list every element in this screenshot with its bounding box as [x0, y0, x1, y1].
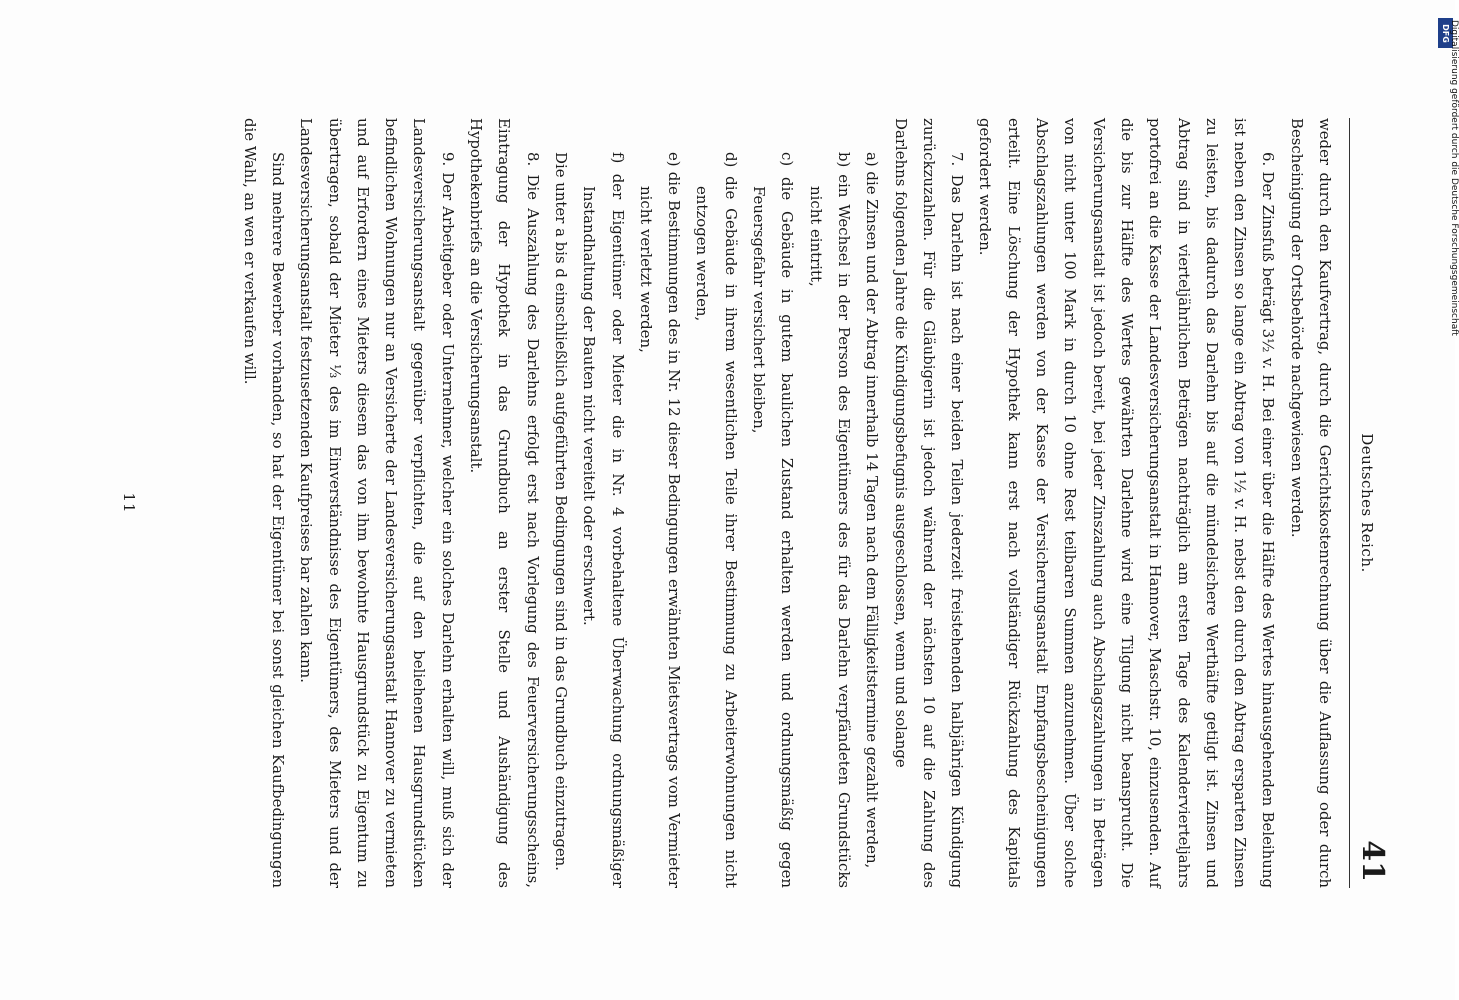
running-title: Deutsches Reich.: [1358, 433, 1376, 573]
digitization-credit: [1434, 20, 1459, 980]
list-item: b) ein Wechsel in der Person des Eigentümers des für das Darlehn verpfändeten Grundstücks nicht eintritt,: [806, 152, 853, 888]
rotated-text-block: [120, 118, 1390, 888]
paragraph: 8. Die Auszahlung des Darlehns erfolgt erst nach Vorlegung des Feuerversicherungsscheins, Eintragung der Hypothek in das Grundbuch an erster Stelle und Aushändigung des Hypothekenbriefs an die Versicherungsanstalt.: [467, 118, 542, 888]
credit-text: Digitalisierung gefördert durch die Deutsche Forschungsgemeinschaft: [1449, 20, 1459, 336]
paragraph: 7. Das Darlehn ist nach einer beiden Teilen jederzeit freistehenden halbjährigen Kündigung zurückzuzahlen. Für die Gläubigerin ist jedoch während der nächsten 10 auf die Zahlung des Darlehns folgenden Jahre die Kündigungsbefugnis ausgeschlossen, wenn und solange: [891, 118, 967, 888]
paragraph: Die unter a bis d einschließlich aufgeführten Bedingungen sind in das Grundbuch einzutragen.: [551, 152, 570, 871]
paragraph: 6. Der Zinsfuß beträgt 3½ v. H. Bei einer über die Hälfte des Wertes hinausgehenden Beleihung ist neben den Zinsen so lange ein Abtrag von 1½ v. H. nebst den durch den Abtrag ersparten Zinsen zu leisten, bis dadurch das Darlehn bis auf die mündelsichere Werthälfte getilgt ist. Zinsen und Abtrag sind in vierteljährlichen Beträgen nachträglich am ersten Tage des Kalendervierteljahrs portofrei an die Kasse der Landesversicherungsanstalt in Hannover, Maschstr. 10, einzusenden. Auf die bis zur Hälfte des Wertes gewährten Darlehne wird eine Tilgung nicht beansprucht. Die Versicherungsanstalt ist jedoch bereit, bei jeder Zinszahlung auch Abschlagszahlungen in Beträgen von nicht unter 100 Mark in durch 10 ohne Rest teilbaren Summen anzunehmen. Über solche Abschlagszahlungen werden von der Kasse der Versicherungsanstalt Empfangsbescheinigungen erteilt. Eine Löschung der Hypothek kann erst nach vollständiger Rückzahlung des Kapitals gefordert werden.: [976, 118, 1278, 888]
list-item: e) die Bestimmungen des in Nr. 12 dieser Bedingungen erwähnten Mietsvertrags vom Vermieter nicht verletzt werden,: [636, 152, 684, 888]
signature-mark: 11: [120, 492, 138, 514]
list-item: a) die Zinsen und der Abtrag innerhalb 14 Tagen nach dem Fälligkeitstermine gezahlt werden,: [863, 152, 882, 869]
paragraph: Sind mehrere Bewerber vorhanden, so hat der Eigentümer bei sonst gleichen Kaufbedingungen die Wahl, an wen er verkaufen will.: [240, 118, 288, 888]
list-item: f) der Eigentümer oder Mieter die in Nr. 4 vorbehaltene Überwachung ordnungsmäßiger Instandhaltung der Bauten nicht vereitelt oder erschwert.: [580, 152, 627, 888]
list-item: c) die Gebäude in gutem baulichen Zustand erhalten werden und ordnungsmäßig gegen Feuersgefahr versichert bleiben,: [750, 152, 797, 888]
page-number: 41: [1355, 840, 1390, 882]
paragraph: weder durch den Kaufvertrag, durch die Gerichtskostenrechnung über die Auflassung oder durch Bescheinigung der Ortsbehörde nachgewiesen werden.: [1287, 118, 1334, 888]
body-text: [235, 118, 1339, 888]
page-header: [1349, 118, 1390, 888]
logo-text: DFG: [1441, 23, 1451, 43]
paragraph: 9. Der Arbeitgeber oder Unternehmer, welcher ein solches Darlehn erhalten will, muß sich der Landesversicherungsanstalt gegenüber verpflichten, die auf den beliehenen Hausgrundstücken befindlichen Wohnungen nur an Versicherte der Landesversicherungsanstalt Hannover zu vermieten und auf Erfordern eines Mieters diesem das von ihm bewohnte Hausgrundstück zu Eigentum zu übertragen, sobald der Mieter ⅓ des im Einverständnisse des Eigentümers, des Mieters und der Landesversicherungsanstalt festzusetzenden Kaufpreises bar zahlen kann.: [297, 118, 457, 888]
list-item: d) die Gebäude in ihrem wesentlichen Teile ihrer Bestimmung zu Arbeiterwohnungen nicht entzogen werden,: [693, 152, 740, 888]
